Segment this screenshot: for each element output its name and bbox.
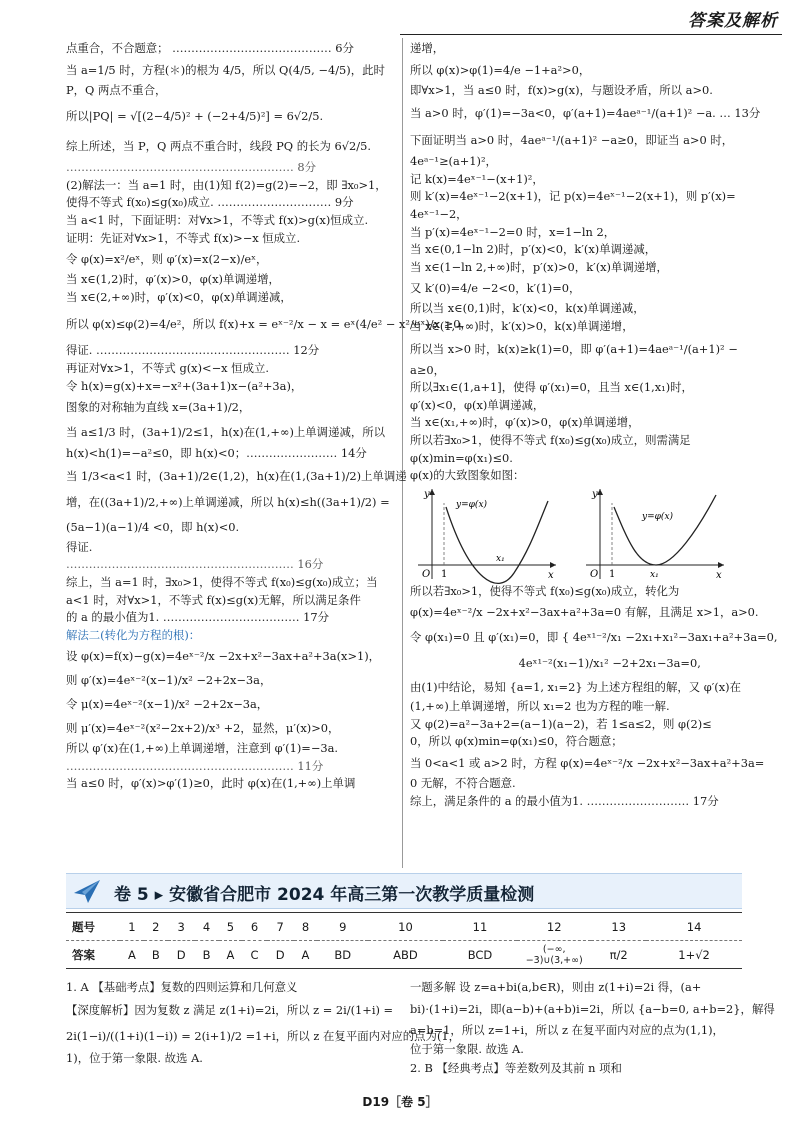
text-line: (2)解法一：当 a=1 时，由(1)知 f(2)=g(2)=−2，即 ∃x₀>1， bbox=[66, 177, 387, 192]
question-number: 4 bbox=[195, 913, 219, 941]
answer-cell: ABD bbox=[393, 947, 418, 962]
question-number: 12 bbox=[517, 913, 591, 941]
right-column bbox=[410, 40, 778, 810]
text-line: 证明：先证对∀x>1，不等式 f(x)>−x 恒成立. bbox=[66, 230, 301, 245]
question-number: 11 bbox=[443, 913, 517, 941]
column-divider bbox=[402, 38, 403, 868]
text-line: 使得不等式 f(x₀)≤g(x₀)成立. ………………………… 9分 bbox=[66, 195, 354, 210]
text-line: 令 μ(x)=4eˣ⁻²(x−1)/x² −2+2x−3a， bbox=[66, 697, 269, 712]
solution-line: 一题多解 设 z=a+bi(a,b∈R)，则由 z(1+i)=2i 得，(a+ bbox=[410, 980, 702, 994]
answer-cell: (−∞,−3)∪(3,+∞) bbox=[525, 943, 583, 966]
text-line: 令 φ(x₁)=0 且 φ′(x₁)=0，即 { 4eˣ¹⁻²/x₁ −2x₁+x₁²−3ax₁+a²+3a=0, bbox=[410, 630, 778, 645]
text-line: 下面证明当 a>0 时，4aeᵃ⁻¹/(a+1)² −a≥0，即证当 a>0 时， bbox=[410, 133, 734, 148]
graph-tick-x1: x₁ bbox=[649, 569, 659, 580]
text-line: 4eᵃ⁻¹≥(a+1)²， bbox=[410, 154, 497, 169]
text-line: 当 a>0 时，φ′(1)=−3a<0，φ′(a+1)=4aeᵃ⁻¹/(a+1)² −a. … 13分 bbox=[410, 106, 761, 121]
solution-left bbox=[66, 978, 461, 1068]
text-line: 当 x∈(1,+∞)时，k′(x)>0，k(x)单调递增， bbox=[410, 318, 634, 333]
text-line: h(x)<h(1)=−a²≤0，即 h(x)<0；…………………… 14分 bbox=[66, 446, 367, 461]
text-line: 当 x∈(0,1−ln 2)时，p′(x)<0，k′(x)单调递减， bbox=[410, 242, 657, 257]
text-line: 即∀x>1，当 a≤0 时，f(x)>g(x)，与题设矛盾，所以 a>0. bbox=[410, 82, 713, 97]
page-footer: D19［卷 5］ bbox=[362, 1095, 438, 1109]
graph-tick-x1: x₁ bbox=[496, 553, 505, 564]
solution-line: 位于第一象限. 故选 A. bbox=[410, 1042, 524, 1056]
answer-cell: B bbox=[202, 947, 211, 962]
text-line: 4eˣ⁻¹−2， bbox=[410, 206, 468, 221]
answer-cell: 1+√2 bbox=[678, 947, 710, 962]
text-line: 所以若∃x₀>1，使得不等式 f(x₀)≤g(x₀)成立，转化为 bbox=[410, 583, 680, 598]
text-line: 当 1/3<a<1 时，(3a+1)/2∈(1,2)，h(x)在(1,(3a+1)/2)上单调递 bbox=[66, 468, 407, 483]
answer-table-answer-row bbox=[66, 941, 742, 969]
answer-cell: BD bbox=[334, 947, 352, 962]
text-line: 设 φ(x)=f(x)−g(x)=4eˣ⁻²/x −2x+x²−3ax+a²+3a(x>1)， bbox=[66, 649, 381, 664]
text-line: 当 p′(x)=4eˣ⁻¹−2=0 时，x=1−ln 2， bbox=[410, 224, 616, 239]
answer-table-answer-label: 答案 bbox=[72, 947, 95, 962]
text-line: φ′(x)<0，φ(x)单调递减， bbox=[410, 397, 545, 412]
solution-line: a=b=1，所以 z=1+i，所以 z 在复平面内对应的点为(1,1)， bbox=[410, 1023, 724, 1037]
answer-cell: A bbox=[127, 947, 136, 962]
text-line: 4eˣ¹⁻²(x₁−1)/x₁² −2+2x₁−3a=0, bbox=[410, 656, 701, 671]
graph-origin-label: O bbox=[589, 568, 598, 580]
graph-left bbox=[410, 485, 560, 581]
graph-curve-label: y=φ(x) bbox=[641, 511, 673, 522]
text-line: …………………………………………………… 16分 bbox=[66, 557, 324, 572]
text-line: 所以当 x>0 时，k(x)≥k(1)=0，即 φ′(a+1)=4aeᵃ⁻¹/(a+1)² − bbox=[410, 341, 738, 356]
text-line: φ(x)=4eˣ⁻²/x −2x+x²−3ax+a²+3a=0 有解，且满足 x>1，a>0. bbox=[410, 605, 759, 620]
answer-cell: D bbox=[176, 947, 186, 962]
graph-x-label: x bbox=[548, 569, 554, 581]
answer-table-number-row bbox=[66, 913, 742, 941]
text-line: 则 μ′(x)=4eˣ⁻²(x²−2x+2)/x³ +2，显然，μ′(x)>0， bbox=[66, 721, 340, 736]
text-line: 则 k′(x)=4eˣ⁻¹−2(x+1)，记 p(x)=4eˣ⁻¹−2(x+1)，则 p′(x)= bbox=[410, 189, 736, 204]
question-number: 2 bbox=[144, 913, 168, 941]
question-number: 1 bbox=[120, 913, 144, 941]
text-line: a<1 时，对∀x>1，不等式 f(x)≤g(x)无解，所以满足条件 bbox=[66, 592, 361, 607]
question-number: 7 bbox=[267, 913, 294, 941]
text-line: 综上，满足条件的 a 的最小值为1. ……………………… 17分 bbox=[410, 793, 719, 808]
solution-line: 【深度解析】因为复数 z 满足 z(1+i)=2i，所以 z = 2i/(1+i) = bbox=[66, 1003, 394, 1017]
answer-cell: A bbox=[301, 947, 310, 962]
graph-tick-1: 1 bbox=[608, 568, 615, 580]
answer-cell: π/2 bbox=[609, 947, 628, 962]
solution-line: 2. B 【经典考点】等差数列及其前 n 项和 bbox=[410, 1061, 622, 1075]
solution-line: 2i(1−i)/((1+i)(1−i)) = 2(i+1)/2 =1+i，所以 z 在复平面内对应的点为(1， bbox=[66, 1029, 461, 1043]
text-line: 所以当 x∈(0,1)时，k′(x)<0，k(x)单调递减， bbox=[410, 301, 645, 316]
answer-cell: BCD bbox=[467, 947, 493, 962]
question-number: 13 bbox=[591, 913, 646, 941]
page-header-title: 答案及解析 bbox=[688, 11, 778, 31]
text-line: 则 φ′(x)=4eˣ⁻²(x−1)/x² −2+2x−3a， bbox=[66, 673, 272, 688]
text-line: 综上，当 a=1 时，∃x₀>1，使得不等式 f(x₀)≤g(x₀)成立；当 bbox=[66, 574, 378, 589]
method-two-heading: 解法二(转化为方程的根)： bbox=[66, 627, 201, 642]
text-line: 当 a<1 时，下面证明：对∀x>1，不等式 f(x)>g(x)恒成立. bbox=[66, 212, 369, 227]
text-line: 当 a≤0 时，φ′(x)>φ′(1)≥0，此时 φ(x)在(1,+∞)上单调 bbox=[66, 776, 356, 791]
text-line: 令 φ(x)=x²/eˣ，则 φ′(x)=x(2−x)/eˣ， bbox=[66, 252, 268, 267]
solution-line: 1. A 【基础考点】复数的四则运算和几何意义 bbox=[66, 980, 298, 994]
text-line: 再证对∀x>1，不等式 g(x)<−x 恒成立. bbox=[66, 360, 269, 375]
text-line: 当 x∈(1−ln 2,+∞)时，p′(x)>0，k′(x)单调递增， bbox=[410, 259, 668, 274]
text-line: 所以|PQ| = √[(2−4/5)² + (−2+4/5)²] = 6√2/5. bbox=[66, 109, 324, 124]
question-number: 14 bbox=[646, 913, 742, 941]
question-number: 3 bbox=[168, 913, 195, 941]
text-line: 由(1)中结论，易知 {a=1, x₁=2} 为上述方程组的解，又 φ′(x)在 bbox=[410, 680, 742, 695]
function-graphs bbox=[410, 485, 734, 583]
question-number: 9 bbox=[317, 913, 368, 941]
answer-cell: C bbox=[250, 947, 259, 962]
text-line: 又 k′(0)=4/e −2<0，k′(1)=0， bbox=[410, 281, 581, 296]
graph-origin-label: O bbox=[422, 568, 431, 580]
solution-line: bi)·(1+i)=2i，即(a−b)+(a+b)i=2i，所以 {a−b=0, a+b=2}，解得 bbox=[410, 1002, 775, 1016]
exam-section-title: 卷 5 ▸ 安徽省合肥市 2024 年高三第一次教学质量检测 bbox=[114, 885, 535, 905]
graph-curve-label: y=φ(x) bbox=[456, 499, 488, 510]
text-line: 当 x∈(2,+∞)时，φ′(x)<0，φ(x)单调递减， bbox=[66, 289, 292, 304]
text-line: 记 k(x)=4eˣ⁻¹−(x+1)²， bbox=[410, 171, 544, 186]
text-line: 当 x∈(1,2)时，φ′(x)>0，φ(x)单调递增， bbox=[66, 272, 280, 287]
text-line: 所以若∃x₀>1，使得不等式 f(x₀)≤g(x₀)成立，则需满足 bbox=[410, 432, 691, 447]
graph-y-label: y bbox=[591, 488, 598, 500]
text-line: P，Q 两点不重合， bbox=[66, 82, 167, 97]
answer-cell: A bbox=[226, 947, 235, 962]
answer-table-number-label: 题号 bbox=[66, 913, 120, 941]
text-line: …………………………………………………… 8分 bbox=[66, 160, 317, 175]
text-line: a≥0， bbox=[410, 362, 445, 377]
text-line: 得证. bbox=[66, 539, 93, 554]
answer-cell: D bbox=[275, 947, 285, 962]
text-line: 当 0<a<1 或 a>2 时，方程 φ(x)=4eˣ⁻²/x −2x+x²−3ax+a²+3a= bbox=[410, 756, 765, 771]
text-line: 图象的对称轴为直线 x=(3a+1)/2， bbox=[66, 400, 251, 415]
text-line: 当 a=1/5 时，方程(＊)的根为 4/5，所以 Q(4/5, −4/5)，此时 bbox=[66, 62, 385, 77]
text-line: 所以 φ(x)≤φ(2)=4/e²，所以 f(x)+x = eˣ⁻²/x − x = eˣ(4/e² − x²/eˣ)/x ≥0， bbox=[66, 317, 472, 332]
solution-line: 1)，位于第一象限. 故选 A. bbox=[66, 1051, 203, 1065]
text-line: (5a−1)(a−1)/4 <0，即 h(x)<0. bbox=[66, 519, 240, 534]
text-line: 令 h(x)=g(x)+x=−x²+(3a+1)x−(a²+3a)， bbox=[66, 378, 303, 393]
text-line: 0，所以 φ(x)min=φ(x₁)≤0，符合题意； bbox=[410, 734, 623, 749]
text-line: 的 a 的最小值为1. ……………………………… 17分 bbox=[66, 610, 330, 625]
answer-table bbox=[66, 912, 742, 969]
answer-cell: B bbox=[151, 947, 160, 962]
graph-right bbox=[578, 485, 728, 581]
text-line: 递增， bbox=[410, 41, 445, 55]
solution-right bbox=[410, 978, 775, 1078]
text-line: 所以 φ(x)>φ(1)=4/e −1+a²>0， bbox=[410, 62, 591, 77]
text-line: 点重合，不合题意； …………………………………… 6分 bbox=[66, 41, 354, 55]
text-line: φ(x)min=φ(x₁)≤0. bbox=[410, 450, 513, 465]
graph-y-label: y bbox=[424, 488, 430, 500]
text-line: 又 φ(2)=a²−3a+2=(a−1)(a−2)，若 1≤a≤2，则 φ(2)≤ bbox=[410, 716, 712, 731]
graph-tick-1: 1 bbox=[441, 568, 448, 580]
text-line: 0 无解，不符合题意. bbox=[410, 776, 516, 791]
question-number: 5 bbox=[219, 913, 243, 941]
text-line: …………………………………………………… 11分 bbox=[66, 758, 324, 773]
text-line: 当 x∈(x₁,+∞)时，φ′(x)>0，φ(x)单调递增， bbox=[410, 415, 640, 430]
text-line: 得证. …………………………………………… 12分 bbox=[66, 343, 320, 358]
text-line: 综上所述，当 P，Q 两点不重合时，线段 PQ 的长为 6√2/5. bbox=[66, 139, 371, 154]
text-line: 所以∃x₁∈(1,a+1]，使得 φ′(x₁)=0，且当 x∈(1,x₁)时， bbox=[410, 380, 693, 395]
header-rule bbox=[400, 34, 782, 35]
question-number: 6 bbox=[242, 913, 266, 941]
paper-plane-icon bbox=[72, 877, 102, 905]
text-line: φ(x)的大致图象如图： bbox=[410, 468, 525, 483]
text-line: (1,+∞)上单调递增，所以 x₁=2 也为方程的唯一解. bbox=[410, 699, 670, 714]
question-number: 8 bbox=[294, 913, 318, 941]
text-line: 当 a≤1/3 时，(3a+1)/2≤1，h(x)在(1,+∞)上单调递减，所以 bbox=[66, 425, 386, 440]
text-line: 增，在((3a+1)/2,+∞)上单调递减，所以 h(x)≤h((3a+1)/2) = bbox=[66, 494, 390, 509]
question-number: 10 bbox=[368, 913, 443, 941]
graph-x-label: x bbox=[715, 569, 722, 581]
text-line: 所以 φ′(x)在(1,+∞)上单调递增，注意到 φ′(1)=−3a. bbox=[66, 741, 339, 756]
exam-section-banner bbox=[66, 873, 742, 909]
